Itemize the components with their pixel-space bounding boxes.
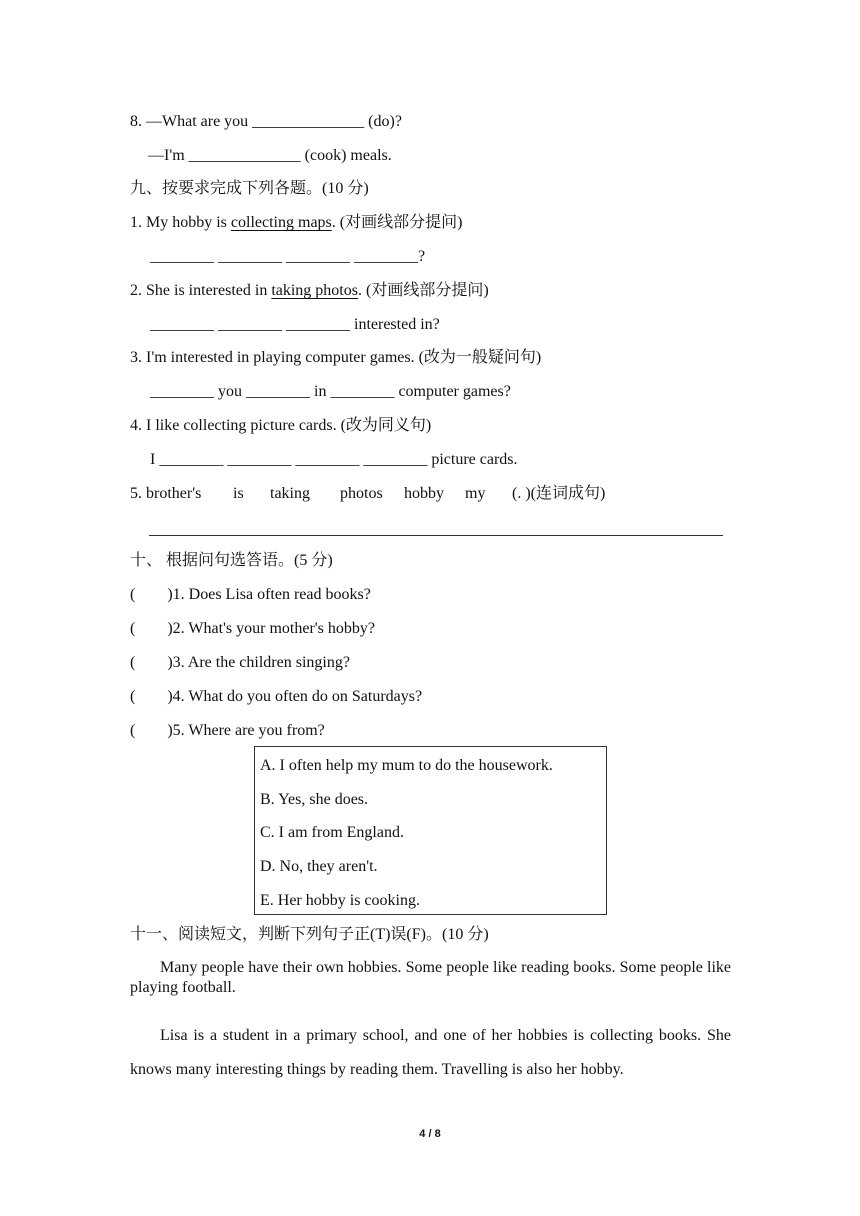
option-item: E. Her hobby is cooking. bbox=[260, 892, 420, 909]
s9-item3-blank: ________ you ________ in ________ computer games? bbox=[150, 383, 511, 400]
s9-item2-pre: 2. She is interested in bbox=[130, 282, 272, 299]
section9-heading: 九、按要求完成下列各题。(10 分) bbox=[130, 180, 369, 197]
s9-item5-word: photos bbox=[340, 485, 383, 502]
s10-question: ( )1. Does Lisa often read books? bbox=[130, 586, 371, 603]
option-item: D. No, they aren't. bbox=[260, 858, 378, 875]
s9-item2 bbox=[130, 281, 489, 301]
s10-question: ( )3. Are the children singing? bbox=[130, 654, 350, 671]
s9-item5-word: 5. brother's bbox=[130, 485, 202, 502]
s10-question: ( )2. What's your mother's hobby? bbox=[130, 620, 375, 637]
s9-item2-post: . (对画线部分提问) bbox=[357, 282, 489, 299]
option-item: B. Yes, she does. bbox=[260, 791, 369, 808]
s9-item2-blank: ________ ________ ________ interested in? bbox=[150, 316, 440, 333]
s9-item5-word: hobby bbox=[404, 485, 444, 502]
section11-heading: 十一、阅读短文，判断下列句子正(T)误(F)。(10 分) bbox=[130, 926, 489, 943]
s10-question: ( )5. Where are you from? bbox=[130, 722, 325, 739]
s9-item1-underlined: collecting maps bbox=[230, 214, 332, 231]
option-item: A. I often help my mum to do the housework. bbox=[260, 757, 553, 774]
q8-line1: 8. —What are you ______________ (do)? bbox=[130, 113, 402, 130]
s9-item1-pre: 1. My hobby is bbox=[130, 214, 231, 231]
section10-heading: 十、 根据问句选答语。(5 分) bbox=[130, 552, 333, 569]
s9-item5-word: taking bbox=[270, 485, 310, 502]
s10-question: ( )4. What do you often do on Saturdays? bbox=[130, 688, 423, 705]
s9-item4: 4. I like collecting picture cards. (改为同义句) bbox=[130, 417, 432, 434]
reading-para1: Many people have their own hobbies. Some people like reading books. Some people like playing football. bbox=[130, 959, 731, 996]
answer-line bbox=[149, 535, 723, 536]
s9-item4-blank: I ________ ________ ________ ________ picture cards. bbox=[150, 451, 518, 468]
q8-line2: —I'm ______________ (cook) meals. bbox=[148, 147, 392, 164]
s9-item2-underlined: taking photos bbox=[271, 282, 358, 299]
page-number: 4 / 8 bbox=[419, 1128, 441, 1140]
s9-item1-post: . (对画线部分提问) bbox=[331, 214, 463, 231]
reading-para2: Lisa is a student in a primary school, and one of her hobbies is collecting books. She knows many interesting things by reading them. Travelling is also her hobby. bbox=[130, 1027, 731, 1078]
option-item: C. I am from England. bbox=[260, 824, 404, 841]
s9-item3: 3. I'm interested in playing computer games. (改为一般疑问句) bbox=[130, 349, 542, 366]
s9-item5-word: my bbox=[465, 485, 486, 502]
s9-item5-word: is bbox=[233, 485, 244, 502]
s9-item1-blank: ________ ________ ________ ________? bbox=[150, 248, 426, 265]
options-box bbox=[254, 746, 607, 915]
s9-item1 bbox=[130, 213, 462, 233]
s9-item5-word: (. )(连词成句) bbox=[512, 485, 606, 502]
